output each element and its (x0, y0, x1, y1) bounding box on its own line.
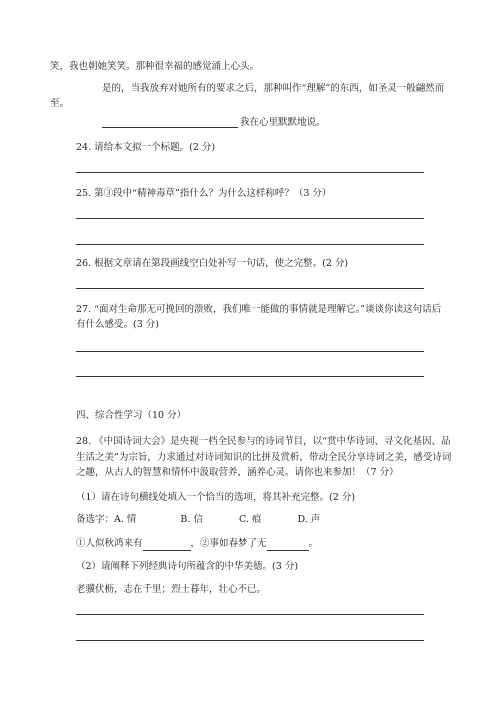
fill-part-3: 。 (308, 538, 319, 549)
passage-line-1: 笑，我也朝她笑笑。那种很幸福的感觉涌上心头。 (50, 61, 260, 72)
question-28-line-3: 之趣，从古人的智慧和情怀中汲取营养，涵养心灵。请你也来参加！（7 分） (76, 467, 399, 478)
answer-line-24 (76, 172, 424, 173)
passage-line-3: 至。 (50, 98, 70, 109)
fill-blank-1[interactable] (143, 540, 191, 551)
poem-line: 老骥伏枥，志在千里；烈士暮年，壮心不已。 (76, 584, 267, 595)
passage-line-4: 我在心里默默地说。 (240, 117, 326, 128)
answer-line-27a (76, 351, 424, 352)
passage-blank-line (102, 127, 238, 128)
sub-question-2: （2）请阐释下列经典诗句所蕴含的中华美德。(3 分) (76, 561, 299, 572)
question-26: 26. 根据文章请在第段画线空白处补写一句话，使之完整。(2 分) (76, 258, 349, 269)
answer-line-25b (76, 244, 424, 245)
fill-in-line (76, 537, 318, 551)
answer-line-26 (76, 288, 424, 289)
fill-part-1: ①人似秋鸿来有 (76, 538, 143, 549)
answer-line-27b (76, 376, 424, 377)
options-row (76, 513, 320, 527)
answer-line-poem-a (76, 614, 424, 615)
option-a: A. 情 (114, 514, 137, 525)
question-27-line-1: 27. “面对生命那无可挽回的溃败，我们唯一能做的事情就是理解它。”谈谈你读这句话后 (76, 304, 442, 315)
answer-line-poem-b (76, 640, 424, 641)
options-label: 备选字： (76, 514, 115, 525)
answer-line-25a (76, 218, 424, 219)
question-28-line-2: 生活之美”为宗旨，力求通过对诗词知识的比拼及赏析，带动全民分享诗词之美，感受诗词 (76, 452, 452, 463)
option-d: D. 声 (297, 514, 321, 525)
question-25: 25. 第③段中“精神毒草”指什么？为什么这样称呼？（3 分） (76, 188, 332, 199)
option-b: B. 信 (180, 514, 203, 525)
question-27-line-2: 有什么感受。(3 分) (76, 319, 159, 330)
fill-blank-2[interactable] (267, 540, 309, 551)
question-24: 24. 请给本文拟一个标题。(2 分) (76, 142, 216, 153)
section-4-heading: 四、综合性学习（10 分） (76, 410, 187, 421)
option-c: C. 痕 (238, 514, 262, 525)
fill-part-2: ，②事如春梦了无 (190, 538, 267, 549)
question-28-line-1: 28. 《中国诗词大会》是央视一档全民参与的诗词节目，以“赏中华诗词、寻文化基因、品 (76, 436, 451, 447)
passage-line-2: 是的，当我放弃对她所有的要求之后，那种叫作“理解”的东西，如圣灵一般翩然而 (102, 83, 445, 94)
sub-question-1: （1）请在诗句横线处填入一个恰当的选项，将其补充完整。(2 分) (76, 492, 356, 503)
